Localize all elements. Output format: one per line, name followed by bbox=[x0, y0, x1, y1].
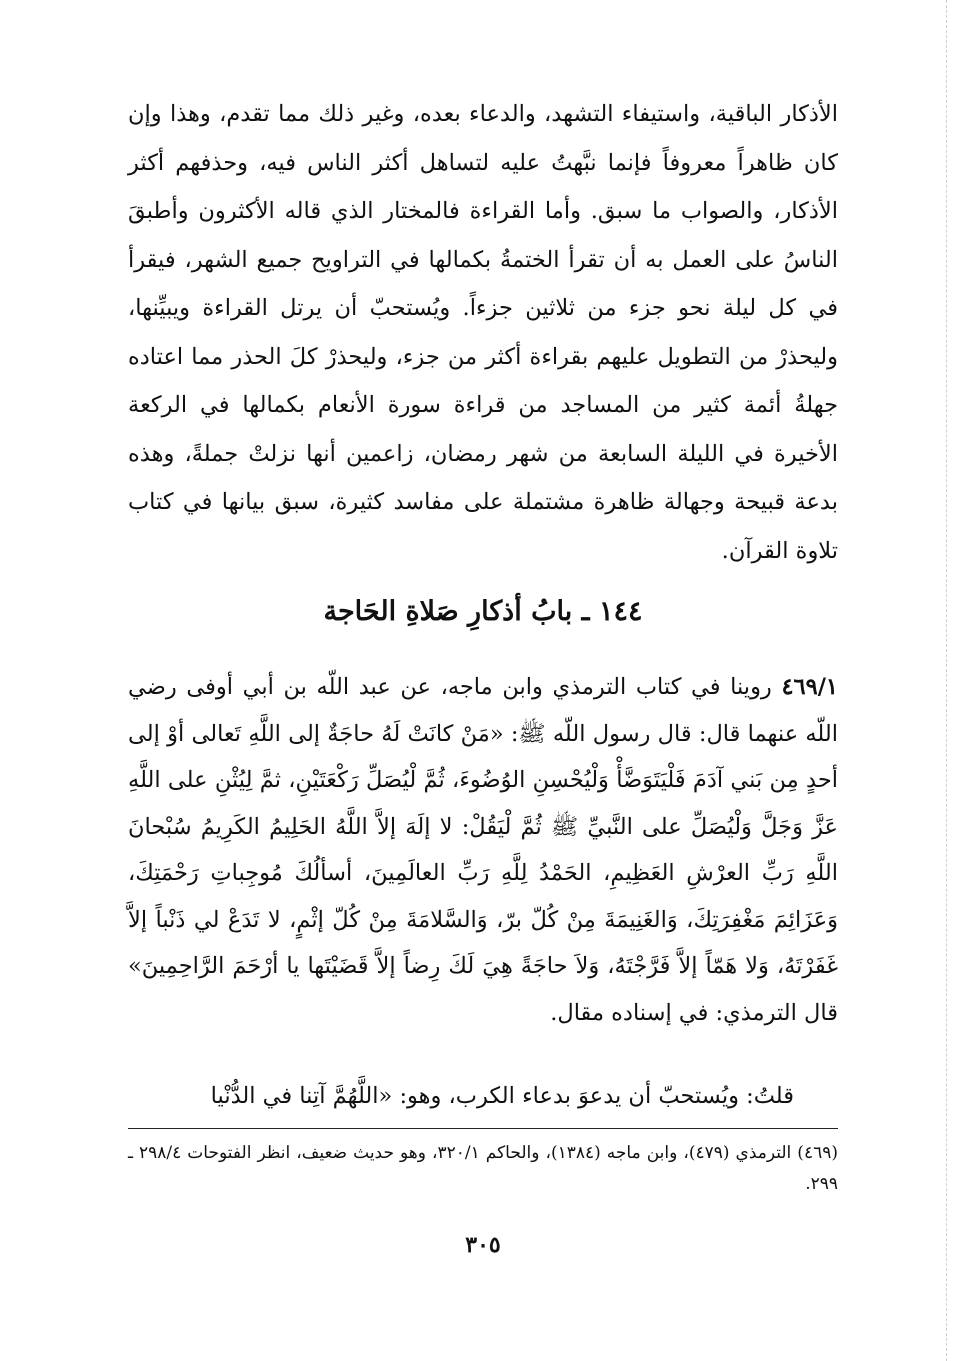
footnote bbox=[128, 1138, 838, 1200]
hadith-number: ٤٦٩/١ bbox=[781, 674, 838, 700]
footnote-separator bbox=[128, 1128, 838, 1129]
hadith-paragraph bbox=[128, 664, 838, 1036]
page-edge-line bbox=[946, 0, 947, 1361]
body-paragraph-3 bbox=[128, 1076, 838, 1116]
hadith-text: روينا في كتاب الترمذي وابن ماجه، عن عبد اللّه بن أبي أوفى رضي اللّه عنهما قال: قال رسول اللّه ﷺ: «مَنْ كانَتْ لَهُ حاجَةٌ إلى اللَّهِ تَعالى أوْ إلى أحدٍ مِن بَني آدَمَ فَلْيَتَوَضَّأْ وَلْيُحْسِنِ الوُضُوءَ، ثُمَّ لْيُصَلِّ رَكْعَتَيْنِ، ثمَّ لِيُثْنِ على اللَّهِ عَزَّ وَجَلَّ وَلْيُصَلِّ على النَّبيِّ ﷺ ثُمَّ لْيَقُلْ: لا إلَهَ إلاَّ اللَّهُ الحَلِيمُ الكَرِيمُ سُبْحانَ اللَّهِ رَبِّ العرْشِ العَظِيمِ، الحَمْدُ لِلَّهِ رَبِّ العالَمِينَ، أسألُكَ مُوجِباتِ رَحْمَتِكَ، وَعَزَائِمَ مَغْفِرَتِكَ، وَالغَنِيمَةَ مِنْ كُلّ برّ، وَالسَّلامَةَ مِنْ كُلّ إثْمٍ، لا تَدَعْ لي ذَنْباً إلاَّ غَفَرْتَهُ، وَلا هَمّاً إلاَّ فَرَّجْتَهُ، وَلاَ حاجَةً هِيَ لَكَ رِضاً إلاَّ قَضَيْتَها يا أرْحَمَ الرَّاحِمِينَ» قال الترمذي: في إسناده مقال. bbox=[128, 674, 838, 1026]
page-number: ٣٠٥ bbox=[465, 1232, 501, 1258]
chapter-heading: ١٤٤ ـ بابُ أذكارِ صَلاةِ الحَاجة bbox=[323, 596, 643, 627]
paragraph-3-text: قلتُ: ويُستحبّ أن يدعوَ بدعاء الكرب، وهو: «اللَّهُمَّ آتِنا في الدُّنْيا bbox=[210, 1083, 794, 1109]
footnote-text: (٤٦٩) الترمذي (٤٧٩)، وابن ماجه (١٣٨٤)، والحاكم ٣٢٠/١، وهو حديث ضعيف، انظر الفتوحات ٢٩٨/٤ ـ ٢٩٩. bbox=[128, 1143, 838, 1194]
paragraph-1-text: الأذكار الباقية، واستيفاء التشهد، والدعاء بعده، وغير ذلك مما تقدم، وهذا وإن كان ظاهراً معروفاً فإنما نبَّهتُ عليه لتساهل أكثر الناس فيه، وحذفهم أكثر الأذكار، والصواب ما سبق. وأما القراءة فالمختار الذي قاله الأكثرون وأطبقَ الناسُ على العمل به أن تقرأ الختمةُ بكمالها في التراويح جميع الشهر، فيقرأ في كل ليلة نحو جزء من ثلاثين جزءاً. ويُستحبّ أن يرتل القراءة ويبيِّنها، وليحذرْ من التطويل عليهم بقراءة أكثر من جزء، وليحذرْ كلَ الحذر مما اعتاده جهلةُ أئمة كثير من المساجد من قراءة سورة الأنعام بكمالها في الركعة الأخيرة في الليلة السابعة من شهر رمضان، زاعمين أنها نزلتْ جملةً، وهذه بدعة قبيحة وجهالة ظاهرة مشتملة على مفاسد كثيرة، سبق بيانها في كتاب تلاوة القرآن. bbox=[128, 101, 838, 564]
body-paragraph-1 bbox=[128, 90, 838, 575]
